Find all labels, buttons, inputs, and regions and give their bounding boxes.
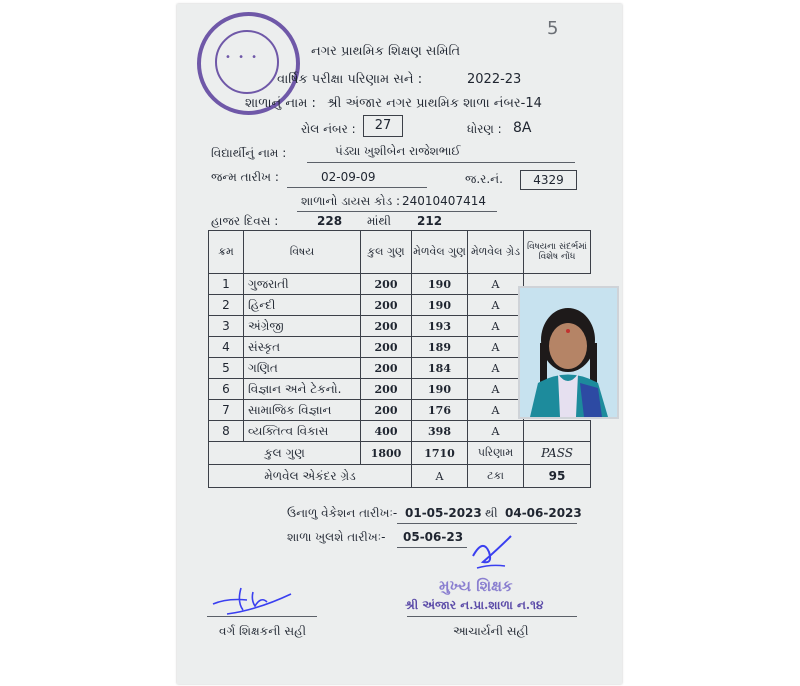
table-row [209,421,591,442]
gr-number: 4329 [520,170,577,190]
row-no: 3 [209,316,244,337]
row-total: 200 [361,274,412,295]
grade-row [209,465,591,488]
reopen-label: શાળા ખુલશે તારીખઃ- [287,530,386,544]
row-grade: A [468,421,524,442]
header-note: વિષયના સંદર્ભમાં વિશેષ નોંધ [524,231,591,274]
reopen-date: 05-06-23 [403,530,464,544]
org-title: નગર પ્રાથમિક શિક્ષણ સમિતિ [311,44,461,59]
table-header-row [209,231,591,274]
percent-value: 95 [524,465,591,488]
result-label: વાર્ષિક પરીક્ષા પરિણામ સને : [277,72,423,87]
row-subject: વ્યક્તિત્વ વિકાસ [244,421,361,442]
row-obtained: 184 [412,358,468,379]
student-name: પંડ્યા ખુશીબેન રાજેશભાઈ [335,144,461,158]
row-subject: અંગ્રેજી [244,316,361,337]
row-no: 2 [209,295,244,316]
school-stamp-icon: • • • [197,12,300,115]
row-no: 7 [209,400,244,421]
row-subject: ગણિત [244,358,361,379]
row-obtained: 176 [412,400,468,421]
row-no: 5 [209,358,244,379]
result-year: 2022-23 [467,72,522,87]
total-row [209,442,591,465]
row-no: 4 [209,337,244,358]
row-obtained: 398 [412,421,468,442]
row-subject: હિન્દી [244,295,361,316]
std-label: ધોરણ : [467,122,502,136]
vacation-label: ઉનાળુ વેકેશન તારીખઃ- [287,506,398,520]
page-marker: 5 [547,18,559,39]
percent-label: ટકા [468,465,524,488]
principal-school: શ્રી અંજાર ન.પ્રા.શાળા ન.૧૪ [405,598,544,612]
row-subject: ગુજરાતી [244,274,361,295]
teacher-signature-icon [207,584,297,620]
header-sr: ક્રમ [209,231,244,274]
school-name: શ્રી અંજાર નગર પ્રાથમિક શાળા નંબર-14 [327,96,542,111]
row-grade: A [468,358,524,379]
result-label-cell: પરિણામ [468,442,524,465]
roll-number: 27 [363,115,403,137]
principal-title: મુખ્ય શિક્ષક [439,577,513,595]
principal-signature-icon [469,534,515,574]
dise-code: 24010407414 [402,194,486,208]
std-value: 8A [513,120,532,136]
row-obtained: 190 [412,379,468,400]
row-grade: A [468,337,524,358]
row-obtained: 193 [412,316,468,337]
row-no: 6 [209,379,244,400]
row-subject: વિજ્ઞાન અને ટેકનો. [244,379,361,400]
grand-total: 1800 [361,442,412,465]
row-grade: A [468,274,524,295]
row-no: 8 [209,421,244,442]
principal-sign-label: આચાર્યની સહી [453,624,529,638]
row-grade: A [468,400,524,421]
row-obtained: 190 [412,274,468,295]
roll-label: રોલ નંબર : [301,122,356,136]
total-days: 212 [417,214,443,228]
row-total: 200 [361,379,412,400]
row-subject: સામાજિક વિજ્ઞાન [244,400,361,421]
overall-grade-label: મેળવેલ એકંદર ગ્રેડ [209,465,412,488]
class-teacher-sign-label: વર્ગ શિક્ષકની સહી [219,624,307,638]
result-value: PASS [524,442,591,465]
vacation-from: 01-05-2023 [405,506,482,520]
grand-obtained: 1710 [412,442,468,465]
vacation-to-word: થી [485,506,498,520]
school-label: શાળાનું નામ : [245,96,316,111]
header-subject: વિષય [244,231,361,274]
header-total: કુલ ગુણ [361,231,412,274]
overall-grade: A [412,465,468,488]
row-total: 200 [361,358,412,379]
total-label: કુલ ગુણ [209,442,361,465]
vacation-to: 04-06-2023 [505,506,582,520]
out-of-label: માંથી [367,214,392,228]
attendance-label: હાજર દિવસ : [211,214,279,228]
row-grade: A [468,379,524,400]
row-obtained: 190 [412,295,468,316]
row-grade: A [468,295,524,316]
row-total: 200 [361,337,412,358]
header-obtained: મેળવેલ ગુણ [412,231,468,274]
row-grade: A [468,316,524,337]
gr-label: જ.ર.નં. [465,172,503,186]
dob-value: 02-09-09 [321,170,376,184]
dob-label: જન્મ તારીખ : [211,170,279,184]
row-obtained: 189 [412,337,468,358]
attended-days: 228 [317,214,343,228]
student-name-label: વિદ્યાર્થીનું નામ : [211,146,287,160]
dise-label: શાળાનો ડાયસ કોડ : [301,194,401,208]
student-photo [518,286,619,419]
row-total: 200 [361,316,412,337]
row-total: 200 [361,295,412,316]
header-grade: મેળવેલ ગ્રેડ [468,231,524,274]
row-subject: સંસ્કૃત [244,337,361,358]
result-card [177,4,622,684]
row-total: 400 [361,421,412,442]
row-no: 1 [209,274,244,295]
row-total: 200 [361,400,412,421]
